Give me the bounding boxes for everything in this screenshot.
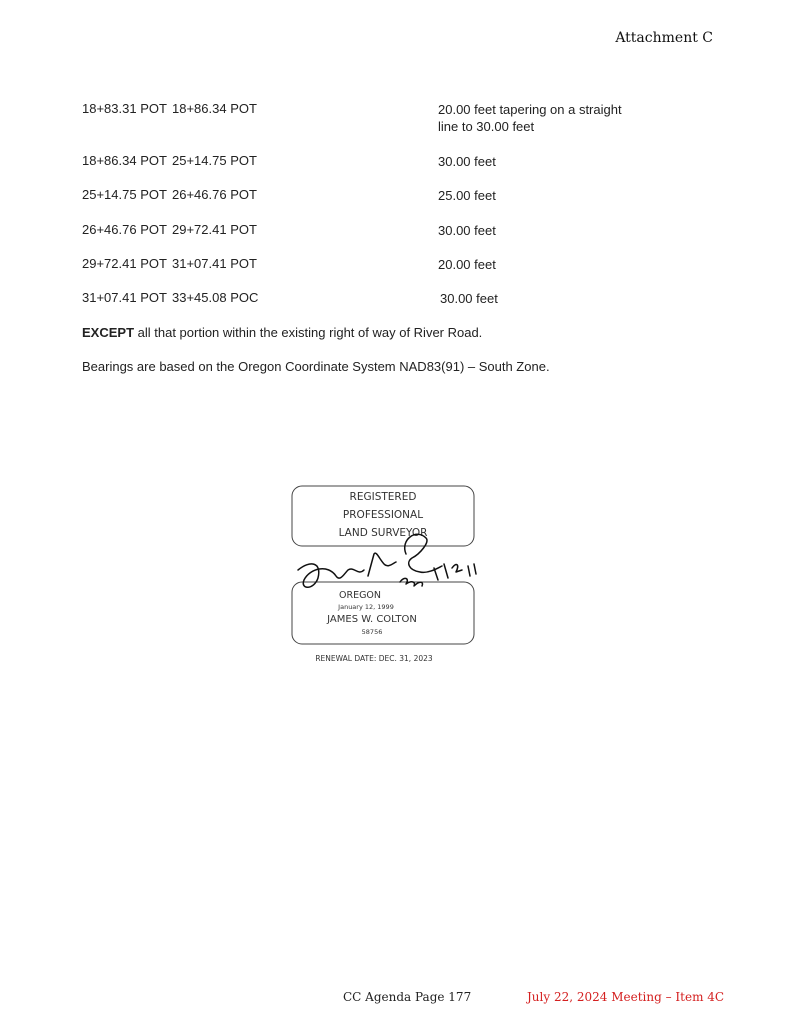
- stamp-renewal: RENEWAL DATE: DEC. 31, 2023: [315, 654, 433, 663]
- station-from: 31+07.41 POT: [82, 290, 167, 305]
- stamp-number: 58756: [361, 628, 383, 636]
- strip-width: 20.00 feet tapering on a straight line to 30.00 feet: [438, 102, 622, 134]
- except-paragraph: [82, 325, 482, 340]
- bearings-paragraph: Bearings are based on the Oregon Coordinate System NAD83(91) – South Zone.: [82, 359, 550, 374]
- strip-width: 25.00 feet: [438, 188, 496, 203]
- station-to: 26+46.76 POT: [172, 187, 257, 202]
- surveyor-stamp: [288, 484, 478, 669]
- station-to: 29+72.41 POT: [172, 222, 257, 237]
- stamp-line-3: LAND SURVEYOR: [338, 527, 428, 539]
- stamp-line-2: PROFESSIONAL: [342, 509, 424, 521]
- stamp-date: January 12, 1999: [338, 603, 394, 611]
- footer-page-number: CC Agenda Page 177: [343, 990, 472, 1004]
- station-from: 25+14.75 POT: [82, 187, 167, 202]
- station-to: 25+14.75 POT: [172, 153, 257, 168]
- strip-width: 30.00 feet: [440, 291, 498, 306]
- footer-meeting: July 22, 2024 Meeting – Item 4C: [527, 990, 725, 1004]
- station-from: 26+46.76 POT: [82, 222, 167, 237]
- stamp-state: OREGON: [338, 590, 382, 601]
- station-to: 18+86.34 POT: [172, 101, 257, 116]
- station-from: 29+72.41 POT: [82, 256, 167, 271]
- attachment-label: Attachment C: [615, 30, 713, 46]
- stamp-name: JAMES W. COLTON: [327, 614, 417, 625]
- strip-width: 20.00 feet: [438, 257, 496, 272]
- stamp-bottom-box: [292, 582, 474, 644]
- signature-icon: [298, 534, 476, 587]
- station-from: 18+86.34 POT: [82, 153, 167, 168]
- stamp-line-1: REGISTERED: [349, 491, 417, 503]
- except-keyword: EXCEPT: [82, 325, 135, 340]
- strip-width: 30.00 feet: [438, 223, 496, 238]
- station-from: 18+83.31 POT: [82, 101, 167, 116]
- station-to: 33+45.08 POC: [172, 290, 259, 305]
- except-text: all that portion within the existing right of way of River Road.: [134, 325, 483, 340]
- strip-width: 30.00 feet: [438, 154, 496, 169]
- station-to: 31+07.41 POT: [172, 256, 257, 271]
